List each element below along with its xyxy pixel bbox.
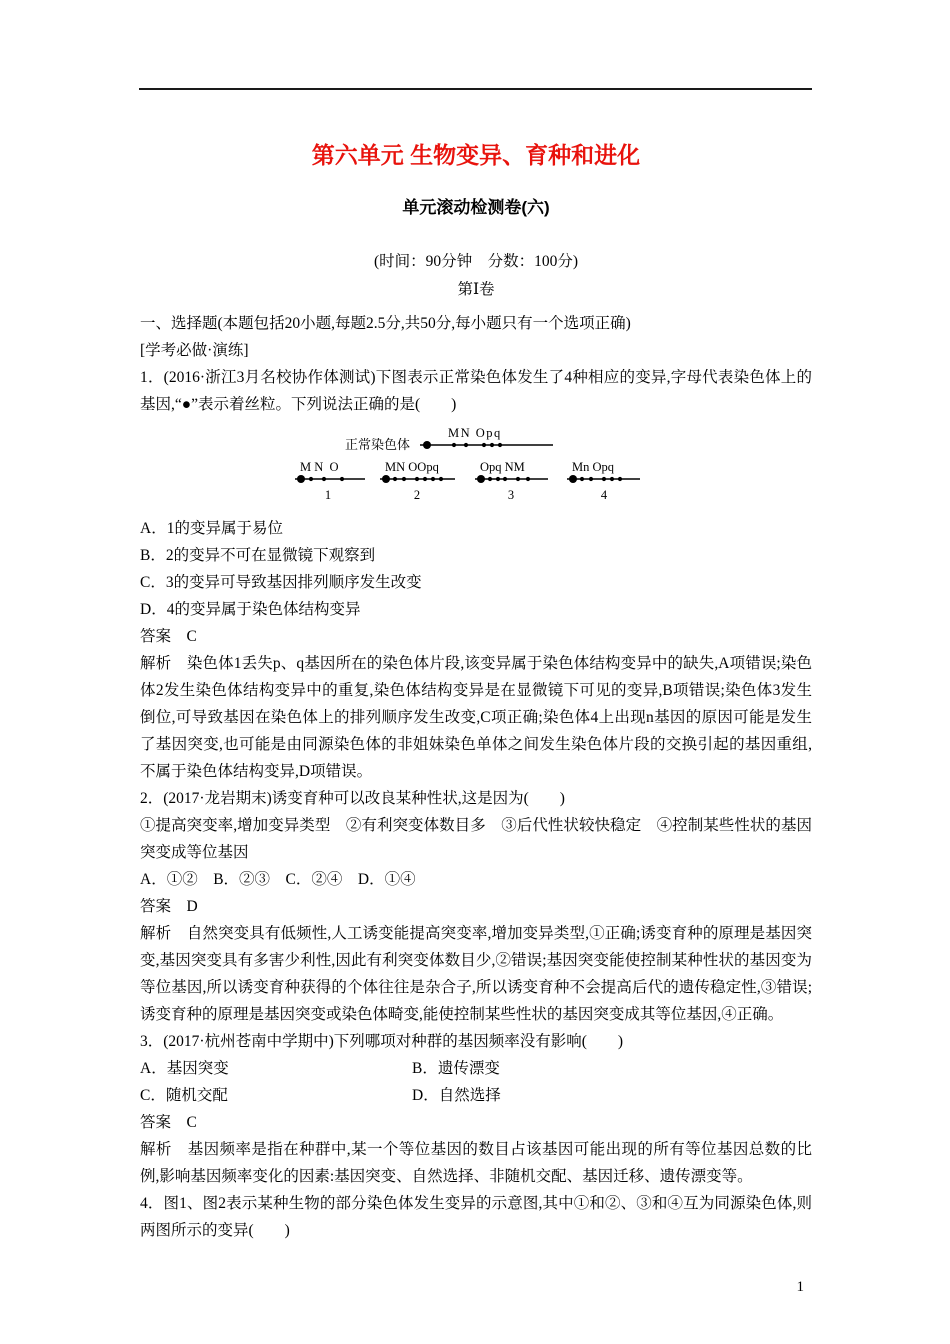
normal-chromosome xyxy=(345,426,553,452)
page-number: 1 xyxy=(796,1279,804,1295)
q3-option-a: A．基因突变 xyxy=(140,1060,229,1077)
chromosome-diagram xyxy=(290,423,658,505)
centromere-icon xyxy=(382,475,390,483)
centromere-icon xyxy=(297,475,305,483)
q3-options-row-2 xyxy=(140,1082,812,1109)
centromere-icon xyxy=(423,441,431,449)
centromere-icon xyxy=(477,475,485,483)
q1-stem: 1．(2016·浙江3月名校协作体测试)下图表示正常染色体发生了4种相应的变异,字母代表染色体上的基因,“●”表示着丝粒。下列说法正确的是( ) xyxy=(140,369,812,413)
q3-analysis: 解析 基因频率是指在种群中,某一个等位基因的数目占该基因可能出现的所有等位基因总数的比例,影响基因频率变化的因素:基因突变、自然选择、非随机交配、基因迁移、遗传漂变等。 xyxy=(140,1141,812,1185)
unit-title: 第六单元 生物变异、育种和进化 xyxy=(311,142,641,168)
q2-items: ①提高突变率,增加变异类型 ②有利突变体数目多 ③后代性状较快稳定 ④控制某些性状的基因突变成等位基因 xyxy=(140,817,812,861)
variant-chromosome-3 xyxy=(475,460,548,502)
volume-label: 第Ⅰ卷 xyxy=(457,281,495,298)
exam-meta: (时间：90分钟 分数：100分) xyxy=(373,253,579,270)
q1-option-b: B．2的变异不可在显微镜下观察到 xyxy=(140,547,376,564)
q3-option-c: C．随机交配 xyxy=(140,1087,228,1104)
q1-option-a: A．1的变异属于易位 xyxy=(140,520,283,537)
chromosome-figure xyxy=(290,423,812,510)
practice-tag: [学考必做·演练] xyxy=(140,342,249,359)
q2-analysis: 解析 自然突变具有低频性,人工诱变能提高突变率,增加变异类型,①正确;诱变育种的原理是基因突变,基因突变具有多害少利性,因此有利突变体数目少,②错误;基因突变能使控制某种性状的基因变为等位基因,所以诱变育种获得的个体往往是杂合子,所以诱变育种不会提高后代的遗传稳定性,③错误;诱变育种的原理是基因突变或染色体畸变,能使控制某些性状的基因突变成其等位基因,④正确。 xyxy=(140,925,812,1023)
q1-answer: 答案 C xyxy=(140,628,197,645)
variant-2-genes: MN OOpq xyxy=(385,460,439,474)
q1-option-d: D．4的变异属于染色体结构变异 xyxy=(140,601,361,618)
paper-title: 单元滚动检测卷(六) xyxy=(402,198,550,217)
variant-4-genes: Mn Opq xyxy=(572,460,615,474)
variant-chromosome-2 xyxy=(380,460,455,502)
variant-1-number: 1 xyxy=(324,488,332,502)
q1-analysis: 解析 染色体1丢失p、q基因所在的染色体片段,该变异属于染色体结构变异中的缺失,A项错误;染色体2发生染色体结构变异中的重复,染色体结构变异是在显微镜下可见的变异,B项错误;染色体3发生倒位,可导致基因在染色体上的排列顺序发生改变,C项正确;染色体4上出现n基因的原因可能是发生了基因突变,也可能是由同源染色体的非姐妹染色单体之间发生染色体片段的交换引起的基因重组,不属于染色体结构变异,D项错误。 xyxy=(140,655,812,780)
q2-stem: 2．(2017·龙岩期末)诱变育种可以改良某种性状,这是因为( ) xyxy=(140,790,565,807)
q3-option-b: B．遗传漂变 xyxy=(412,1060,500,1077)
variant-chromosome-4 xyxy=(567,460,640,502)
variant-1-genes: M N O xyxy=(300,460,339,474)
section-heading: 一、选择题(本题包括20小题,每题2.5分,共50分,每小题只有一个选项正确) xyxy=(140,315,631,332)
q2-options: A．①② B．②③ C．②④ D．①④ xyxy=(140,871,416,888)
q2-answer: 答案 D xyxy=(140,898,198,915)
variant-3-genes: Opq NM xyxy=(480,460,525,474)
page-content xyxy=(140,0,812,1244)
q1-option-c: C．3的变异可导致基因排列顺序发生改变 xyxy=(140,574,422,591)
q3-options-row-1 xyxy=(140,1055,812,1082)
variant-4-number: 4 xyxy=(600,488,608,502)
variant-chromosome-1 xyxy=(295,460,365,502)
q3-option-d: D．自然选择 xyxy=(412,1087,501,1104)
variant-3-number: 3 xyxy=(507,488,515,502)
variant-2-number: 2 xyxy=(413,488,421,502)
q3-answer: 答案 C xyxy=(140,1114,197,1131)
q4-stem: 4．图1、图2表示某种生物的部分染色体发生变异的示意图,其中①和②、③和④互为同源染色体,则两图所示的变异( ) xyxy=(140,1195,812,1239)
normal-genes-label: MN Opq xyxy=(448,426,502,440)
normal-chromosome-label: 正常染色体 xyxy=(345,437,411,452)
centromere-icon xyxy=(569,475,577,483)
q3-stem: 3．(2017·杭州苍南中学期中)下列哪项对种群的基因频率没有影响( ) xyxy=(140,1033,624,1050)
